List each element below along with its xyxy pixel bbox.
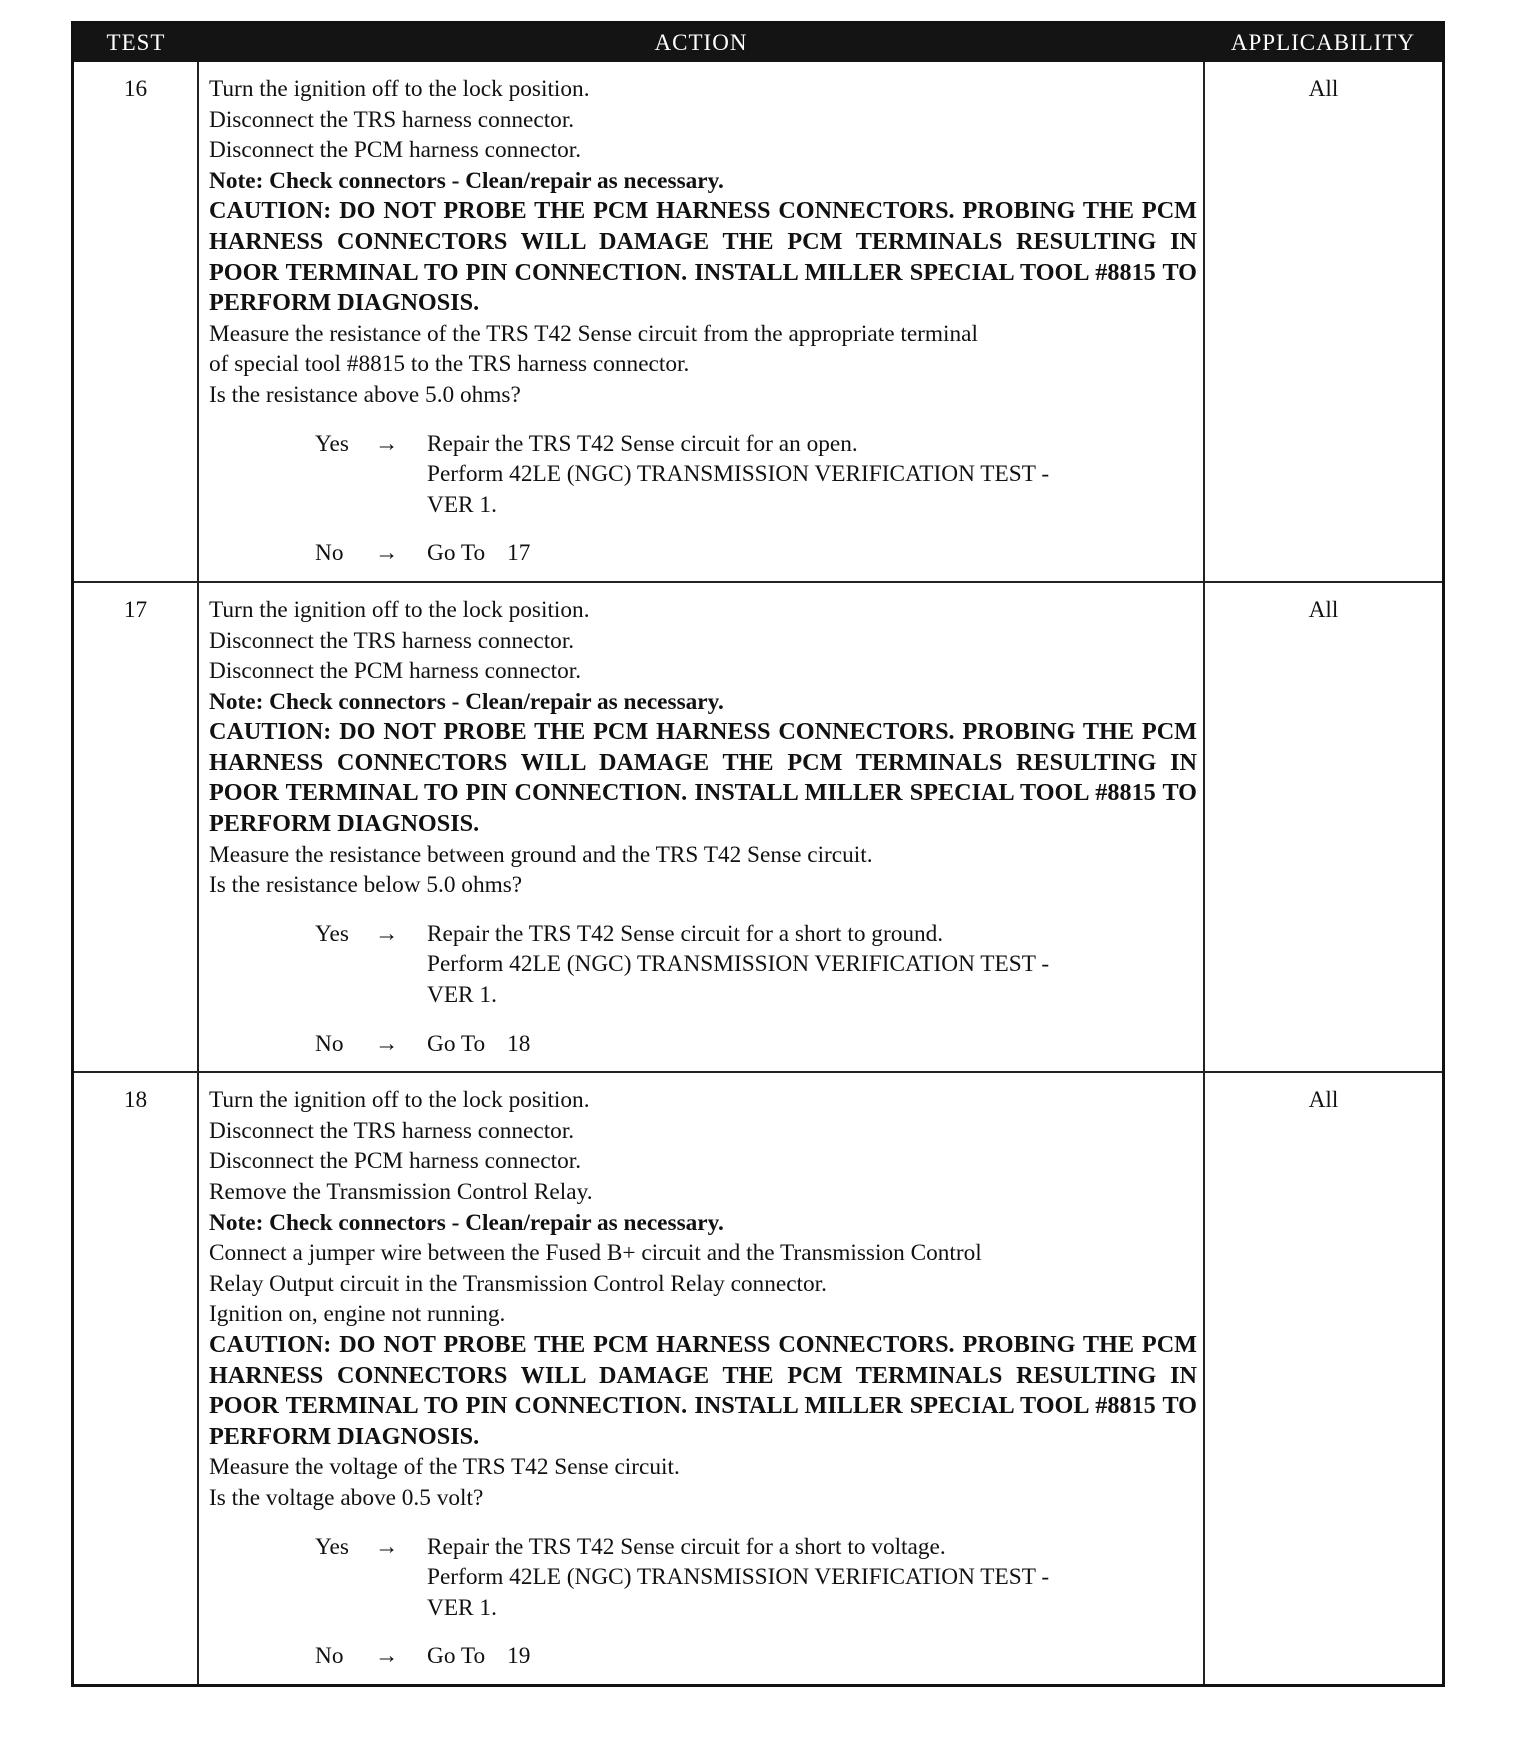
question-line: Is the resistance below 5.0 ohms?: [209, 872, 523, 899]
step-line: Turn the ignition off to the lock position.: [209, 76, 590, 102]
yes-label: Yes: [315, 920, 349, 947]
applicability-value: All: [1204, 582, 1442, 1072]
applicability-value: All: [1204, 62, 1442, 582]
no-label: No: [315, 1643, 344, 1670]
caution-text: CAUTION: DO NOT PROBE THE PCM HARNESS CONNECTORS. PROBING THE PCM HARNESS CONNECTORS WILL DAMAGE THE PCM TERMINALS RESULTING IN POOR TERMINAL TO PIN CONNECTION. INSTALL MILLER SPECIAL TOOL #8815 TO PERFORM DIAGNOSIS.: [209, 197, 1197, 317]
right-arrow-icon: →: [375, 1533, 399, 1560]
response-line: Perform 42LE (NGC) TRANSMISSION VERIFICATION TEST -: [427, 1564, 1050, 1591]
step-line: Disconnect the TRS harness connector.: [209, 106, 575, 133]
goto-target: 17: [507, 540, 531, 567]
no-response: [209, 1641, 1197, 1672]
action-cell: [198, 582, 1204, 1072]
goto-text: Go To: [427, 540, 486, 567]
question-line: Is the resistance above 5.0 ohms?: [209, 381, 521, 408]
no-instructions: [427, 1029, 1197, 1060]
right-arrow-icon: →: [375, 430, 399, 457]
table-row: [74, 62, 1442, 582]
response-line: Repair the TRS T42 Sense circuit for a short to ground.: [427, 920, 944, 947]
caution-text: CAUTION: DO NOT PROBE THE PCM HARNESS CONNECTORS. PROBING THE PCM HARNESS CONNECTORS WILL DAMAGE THE PCM TERMINALS RESULTING IN POOR TERMINAL TO PIN CONNECTION. INSTALL MILLER SPECIAL TOOL #8815 TO PERFORM DIAGNOSIS.: [209, 1330, 1197, 1450]
yes-label: Yes: [315, 1533, 349, 1560]
step-line: Turn the ignition off to the lock position.: [209, 596, 590, 623]
note-text: Note: Check connectors - Clean/repair as necessary.: [209, 1209, 724, 1236]
table-row: [74, 1072, 1442, 1684]
right-arrow-icon: →: [375, 1030, 399, 1057]
right-arrow-icon: →: [375, 920, 399, 947]
step-line: of special tool #8815 to the TRS harness connector.: [209, 351, 690, 378]
yes-response: [209, 919, 1197, 1011]
no-label: No: [315, 1030, 344, 1057]
response-line: Perform 42LE (NGC) TRANSMISSION VERIFICATION TEST -: [427, 951, 1050, 978]
question-line: Is the voltage above 0.5 volt?: [209, 1484, 484, 1511]
diagnostic-table: [74, 24, 1442, 1684]
right-arrow-icon: →: [375, 1643, 399, 1670]
applicability-value: All: [1204, 1072, 1442, 1684]
response-line: VER 1.: [427, 491, 497, 518]
step-line: Disconnect the TRS harness connector.: [209, 627, 575, 654]
table-header-row: [74, 24, 1442, 62]
step-line: Measure the voltage of the TRS T42 Sense circuit.: [209, 1454, 680, 1481]
response-line: VER 1.: [427, 1594, 497, 1621]
goto-target: 19: [507, 1643, 531, 1670]
response-line: VER 1.: [427, 982, 497, 1009]
step-line: Disconnect the PCM harness connector.: [209, 658, 582, 685]
test-number: 17: [74, 582, 198, 1072]
table-row: [74, 582, 1442, 1072]
step-line: Turn the ignition off to the lock position.: [209, 1087, 590, 1114]
action-cell: [198, 62, 1204, 582]
diagnostic-table-frame: [71, 21, 1445, 1687]
right-arrow-icon: →: [375, 540, 399, 567]
yes-response: [209, 429, 1197, 521]
step-line: Disconnect the TRS harness connector.: [209, 1117, 575, 1144]
header-action: ACTION: [198, 24, 1204, 62]
test-number: 18: [74, 1072, 198, 1684]
yes-instructions: [427, 919, 1197, 1011]
step-line: Remove the Transmission Control Relay.: [209, 1179, 593, 1205]
no-instructions: [427, 1641, 1197, 1672]
no-instructions: [427, 538, 1197, 569]
yes-label: Yes: [315, 430, 349, 457]
response-line: Perform 42LE (NGC) TRANSMISSION VERIFICATION TEST -: [427, 461, 1050, 488]
note-text: Note: Check connectors - Clean/repair as necessary.: [209, 688, 724, 715]
response-line: Repair the TRS T42 Sense circuit for an open.: [427, 430, 858, 457]
step-line: Connect a jumper wire between the Fused B+ circuit and the Transmission Control: [209, 1240, 982, 1267]
step-line: Disconnect the PCM harness connector.: [209, 137, 582, 164]
goto-text: Go To: [427, 1030, 486, 1057]
header-test: TEST: [74, 24, 198, 62]
step-line: Ignition on, engine not running.: [209, 1301, 506, 1328]
yes-instructions: [427, 429, 1197, 521]
yes-response: [209, 1532, 1197, 1624]
no-label: No: [315, 540, 344, 567]
yes-instructions: [427, 1532, 1197, 1624]
no-response: [209, 538, 1197, 569]
step-line: Disconnect the PCM harness connector.: [209, 1148, 582, 1175]
goto-text: Go To: [427, 1643, 486, 1670]
caution-text: CAUTION: DO NOT PROBE THE PCM HARNESS CONNECTORS. PROBING THE PCM HARNESS CONNECTORS WILL DAMAGE THE PCM TERMINALS RESULTING IN POOR TERMINAL TO PIN CONNECTION. INSTALL MILLER SPECIAL TOOL #8815 TO PERFORM DIAGNOSIS.: [209, 718, 1197, 838]
header-applicability: APPLICABILITY: [1204, 24, 1442, 62]
step-line: Relay Output circuit in the Transmission Control Relay connector.: [209, 1270, 827, 1297]
step-line: Measure the resistance of the TRS T42 Sense circuit from the appropriate terminal: [209, 320, 978, 347]
note-text: Note: Check connectors - Clean/repair as necessary.: [209, 167, 724, 194]
goto-target: 18: [507, 1030, 531, 1057]
response-line: Repair the TRS T42 Sense circuit for a short to voltage.: [427, 1533, 946, 1560]
action-cell: [198, 1072, 1204, 1684]
no-response: [209, 1029, 1197, 1060]
test-number: 16: [74, 62, 198, 582]
step-line: Measure the resistance between ground and the TRS T42 Sense circuit.: [209, 841, 873, 868]
